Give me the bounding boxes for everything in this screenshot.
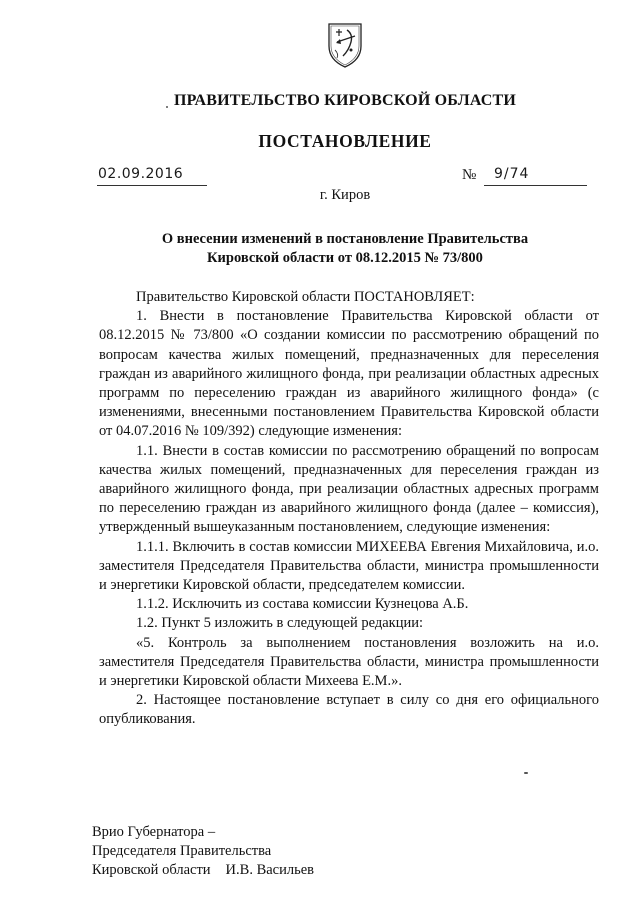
body-paragraph: 1. Внести в постановление Правительства Кировской области от 08.12.2015 № 73/800 «О создании комиссии по рассмотрению обращений по вопросам качества жилых помещений, предназначенных для переселения граждан из аварийного жилищного фонда, при реализации областных адресных программ по переселению граждан из аварийного жилищного фонда» (с изменениями, внесенными постановлением Правительства Кировской области от 04.07.2016 № 109/392) следующие изменения: bbox=[99, 308, 599, 440]
date-underline bbox=[97, 185, 207, 186]
number-value: 9/74 bbox=[494, 166, 530, 182]
document-body bbox=[99, 288, 599, 730]
date-value: 02.09.2016 bbox=[98, 166, 184, 182]
document-number bbox=[462, 167, 587, 187]
body-paragraph: Правительство Кировской области ПОСТАНОВЛЯЕТ: bbox=[136, 289, 475, 305]
signature-line-3 bbox=[92, 861, 412, 880]
body-paragraph: 1.2. Пункт 5 изложить в следующей редакции: bbox=[136, 615, 424, 632]
signatory-name: И.В. Васильев bbox=[225, 862, 314, 878]
body-paragraph: 1.1. Внести в состав комиссии по рассмотрению обращений по вопросам качества жилых помещений, предназначенных для переселения граждан из аварийного жилищного фонда, при реализации областных адресных программ по переселению граждан из аварийного жилищного фонда (далее – комиссия), утвержденный вышеуказанным постановлением, следующие изменения: bbox=[99, 442, 599, 536]
scan-speck bbox=[166, 106, 168, 108]
number-sign: № bbox=[462, 167, 477, 183]
body-paragraph: 1.1.2. Исключить из состава комиссии Кузнецова А.Б. bbox=[136, 596, 469, 613]
city: г. Киров bbox=[319, 187, 371, 203]
document-type: ПОСТАНОВЛЕНИЕ bbox=[258, 131, 432, 151]
document-subject bbox=[130, 230, 560, 268]
subject-line-2: Кировской области от 08.12.2015 № 73/800 bbox=[207, 250, 483, 266]
number-underline bbox=[484, 185, 587, 186]
body-paragraph: «5. Контроль за выполнением постановления возложить на и.о. заместителя Председателя Правительства области, министра промышленности и энергетики Кировской области Михеева Е.М.». bbox=[99, 634, 599, 690]
scan-speck bbox=[524, 772, 528, 774]
body-paragraph: 2. Настоящее постановление вступает в силу со дня его официального опубликования. bbox=[99, 692, 599, 728]
signature-position: Кировской области bbox=[92, 862, 211, 878]
body-paragraph: 1.1.1. Включить в состав комиссии МИХЕЕВА Евгения Михайловича, и.о. заместителя Председателя Правительства области, министра промышленности и энергетики Кировской области, председателем комиссии. bbox=[99, 538, 599, 594]
signature-line-1: Врио Губернатора – bbox=[92, 824, 216, 840]
organization-title: ПРАВИТЕЛЬСТВО КИРОВСКОЙ ОБЛАСТИ bbox=[173, 92, 517, 109]
signature-block bbox=[92, 823, 412, 880]
document-date bbox=[97, 168, 207, 186]
signature-line-2: Председателя Правительства bbox=[92, 843, 272, 859]
kirov-coat-of-arms-icon bbox=[325, 20, 365, 70]
subject-line-1: О внесении изменений в постановление Правительства bbox=[161, 231, 529, 247]
